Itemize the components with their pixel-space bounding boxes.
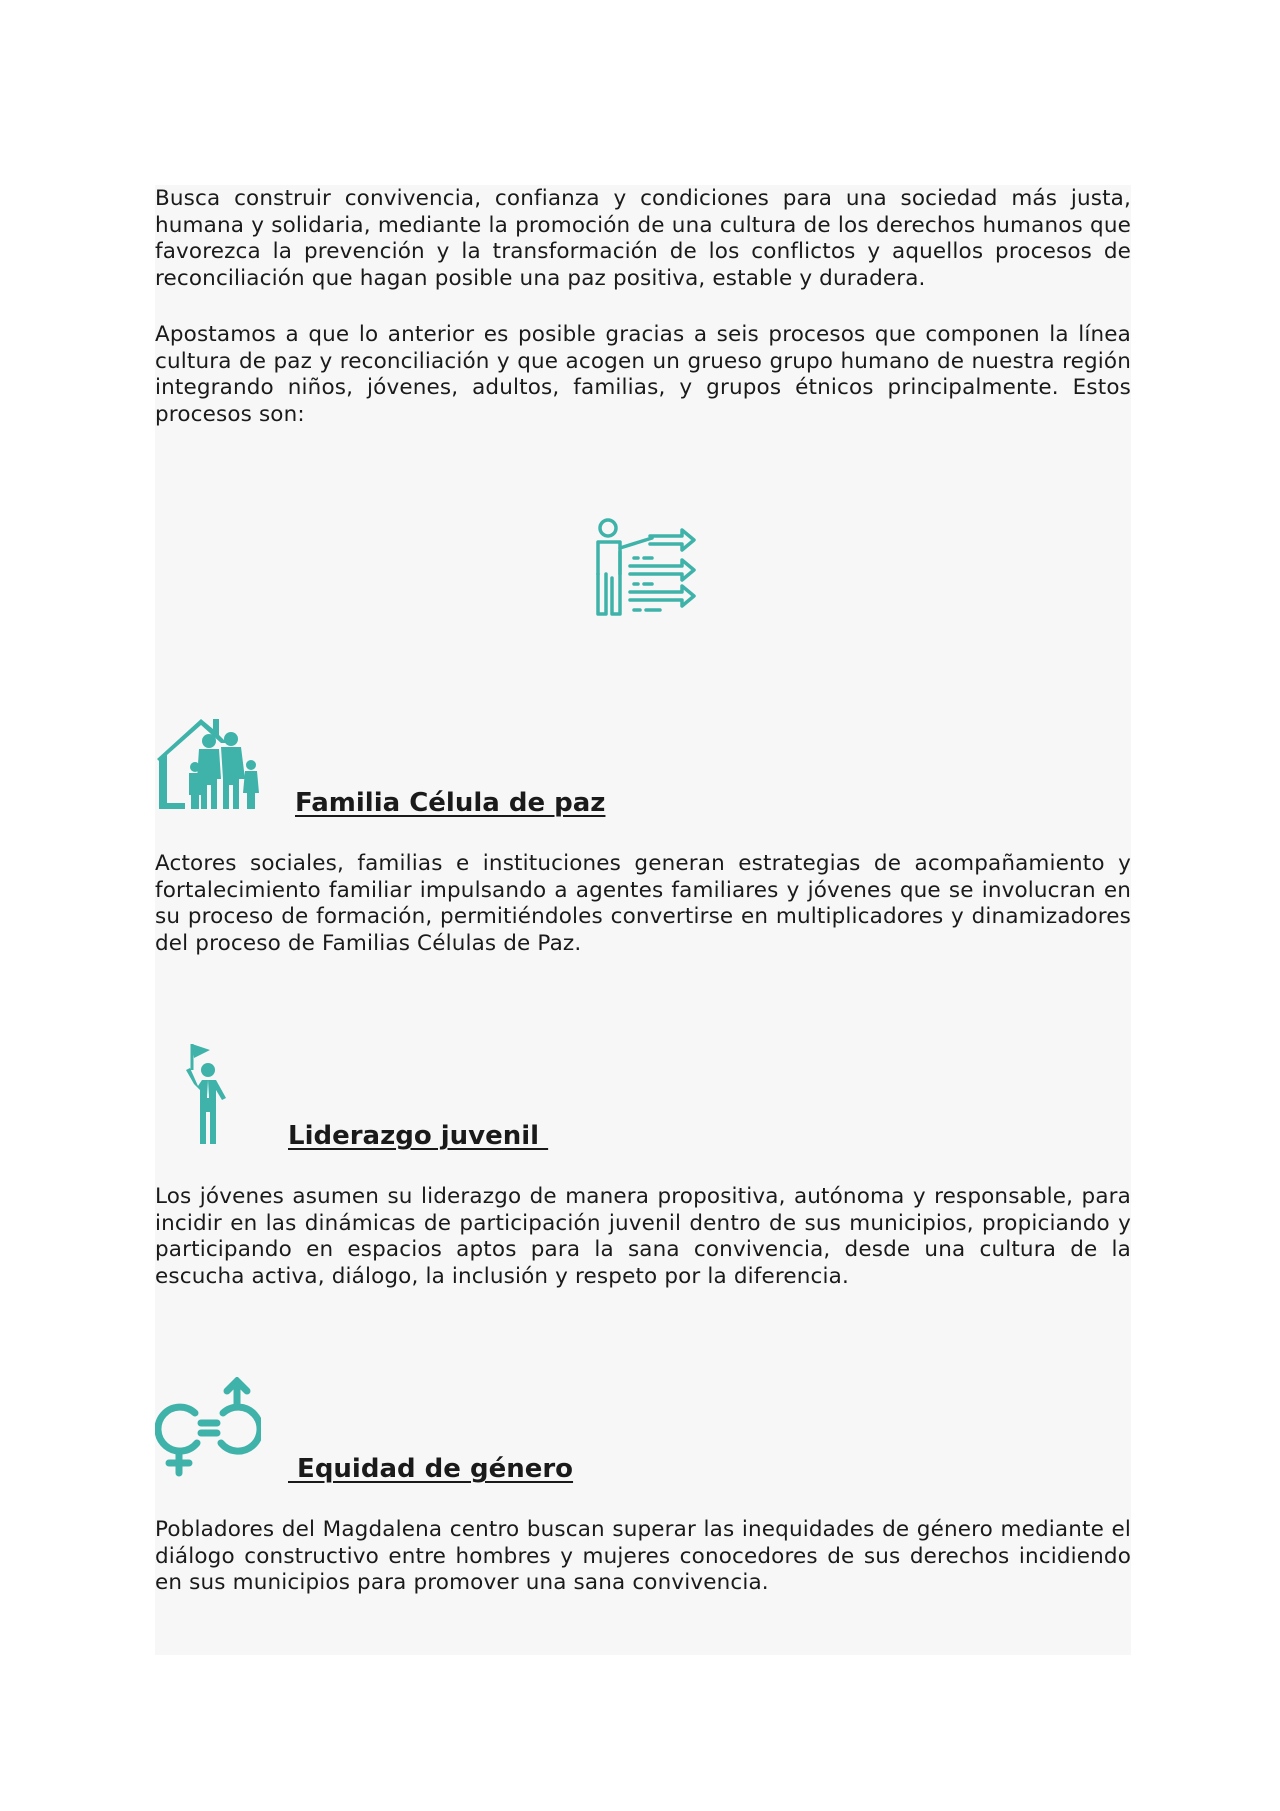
section-body-familia: Actores sociales, familias e instituciones generan estrategias de acompañamiento y fortalecimiento familiar impulsando a agentes familiares y jóvenes que se involucran en su proceso de formación, permitiéndoles convertirse en multiplicadores y dinamizadores del proceso de Familias Células de Paz. xyxy=(155,851,1131,956)
section-heading-equidad: Equidad de género xyxy=(288,1454,574,1484)
family-house-icon xyxy=(155,715,261,810)
section-body-liderazgo: Los jóvenes asumen su liderazgo de manera propositiva, autónoma y responsable, para incidir en las dinámicas de participación juvenil dentro de sus municipios, propiciando y participando en espacios aptos para la sana convivencia, desde una cultura de la escucha activa, diálogo, la inclusión y respeto por la diferencia. xyxy=(155,1184,1131,1289)
presenter-arrows-icon xyxy=(590,518,700,618)
intro-paragraph-1: Busca construir convivencia, confianza y condiciones para una sociedad más justa, humana y solidaria, mediante la promoción de una cultura de los derechos humanos que favorezca la prevención y la transformación de los conflictos y aquellos procesos de reconciliación que hagan posible una paz positiva, estable y duradera. xyxy=(155,186,1131,291)
leader-flag-icon xyxy=(176,1040,236,1148)
intro-paragraph-2: Apostamos a que lo anterior es posible gracias a seis procesos que componen la línea cultura de paz y reconciliación y que acogen un grueso grupo humano de nuestra región integrando niños, jóvenes, adultos, familias, y grupos étnicos principalmente. Estos procesos son: xyxy=(155,322,1131,427)
section-body-equidad: Pobladores del Magdalena centro buscan superar las inequidades de género mediante el diálogo constructivo entre hombres y mujeres conocedores de sus derechos incidiendo en sus municipios para promover una sana convivencia. xyxy=(155,1517,1131,1595)
gender-equality-icon xyxy=(155,1377,261,1477)
section-heading-liderazgo: Liderazgo juvenil xyxy=(288,1121,549,1151)
section-heading-familia: Familia Célula de paz xyxy=(295,788,606,818)
